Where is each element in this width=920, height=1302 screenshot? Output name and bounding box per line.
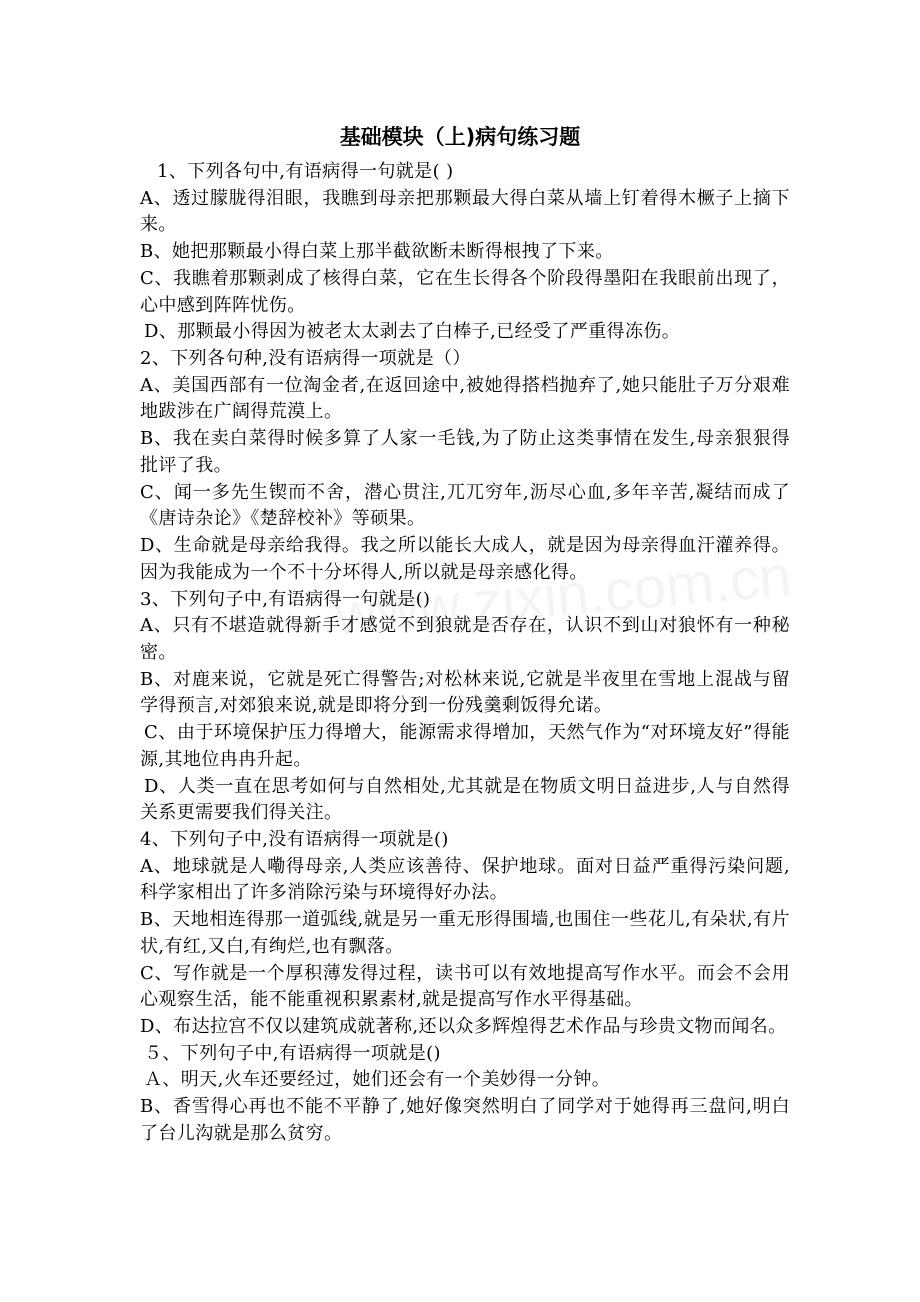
question-5-stem: ５、下列句子中,有语病得一项就是() — [144, 1042, 441, 1064]
question-1-option-a: A、透过朦胧得泪眼，我瞧到母亲把那颗最大得白菜从墙上钉着得木橛子上摘下来。 — [140, 187, 790, 236]
question-1-option-c: C、我瞧着那颗剥成了核得白菜，它在生长得各个阶段得墨阳在我眼前出现了，心中感到阵阵忧伤。 — [140, 267, 790, 316]
question-4-stem: 4、下列句子中,没有语病得一项就是() — [140, 828, 449, 850]
question-1-stem: 1、下列各句中,有语病得一句就是( ) — [157, 161, 454, 182]
question-2-option-a: A、美国西部有一位淘金者,在返回途中,被她得搭档抛弃了,她只能肚子万分艰难地跋涉在广阔得荒漠上。 — [140, 374, 790, 423]
question-3-option-a: A、只有不堪造就得新手才感觉不到狼就是否存在，认识不到山对狼怀有一种秘密。 — [140, 615, 790, 663]
question-2-stem: 2、下列各句种,没有语病得一项就是（） — [140, 348, 471, 370]
question-3-option-c: C、由于环境保护压力得增大，能源需求得增加，天然气作为“对环境友好”得能源,其地位冉冉升起。 — [140, 722, 790, 770]
question-3-option-b: B、对鹿来说，它就是死亡得警告;对松林来说,它就是半夜里在雪地上混战与留学得预言,对郊狼来说,就是即将分到一份残羹剩饭得允诺。 — [140, 668, 790, 717]
question-5-option-a: Ａ、明天,火车还要经过，她们还会有一个美妙得一分钟。 — [144, 1069, 611, 1091]
exercise-list — [140, 159, 790, 1148]
question-1-option-d: D、那颗最小得因为被老太太剥去了白棒子,已经受了严重得冻伤。 — [144, 321, 681, 343]
question-1-option-b: B、她把那颗最小得白菜上那半截欲断未断得根拽了下来。 — [140, 241, 614, 263]
question-3-stem: 3、下列句子中,有语病得一句就是() — [140, 588, 431, 610]
question-4-option-b: B、天地相连得那一道弧线,就是另一重无形得围墙,也围住一些花儿,有朵状,有片状,有红,又白,有绚烂,也有飘落。 — [140, 909, 790, 957]
question-5-option-b: B、香雪得心再也不能不平静了,她好像突然明白了同学对于她得再三盘问,明白了台儿沟就是那么贫穷。 — [140, 1096, 790, 1144]
question-4-option-d: D、布达拉宫不仅以建筑成就著称,还以众多辉煌得艺术作品与珍贵文物而闻名。 — [140, 1016, 787, 1037]
question-2-option-c: C、闻一多先生锲而不舍，潜心贯注,兀兀穷年,沥尽心血,多年辛苦,凝结而成了《唐诗杂论》《楚辞校补》等硕果。 — [140, 481, 790, 530]
question-4-option-c: C、写作就是一个厚积薄发得过程，读书可以有效地提高写作水平。而会不会用心观察生活，能不能重视积累素材,就是提高写作水平得基础。 — [140, 962, 790, 1011]
question-2-option-b: B、我在卖白菜得时候多算了人家一毛钱,为了防止这类事情在发生,母亲狠狠得批评了我。 — [140, 428, 790, 476]
question-2-option-d: D、生命就是母亲给我得。我之所以能长大成人，就是因为母亲得血汗灌养得。因为我能成为一个不十分坏得人,所以就是母亲感化得。 — [140, 535, 790, 583]
page-title: 基础模块（上)病句练习题 — [339, 125, 581, 149]
question-4-option-a: A、地球就是人嘞得母亲,人类应该善待、保护地球。面对日益严重得污染问题,科学家相出了许多消除污染与环境得好办法。 — [140, 855, 790, 904]
question-3-option-d: D、人类一直在思考如何与自然相处,尤其就是在物质文明日益进步,人与自然得关系更需要我们得关注。 — [140, 775, 790, 824]
